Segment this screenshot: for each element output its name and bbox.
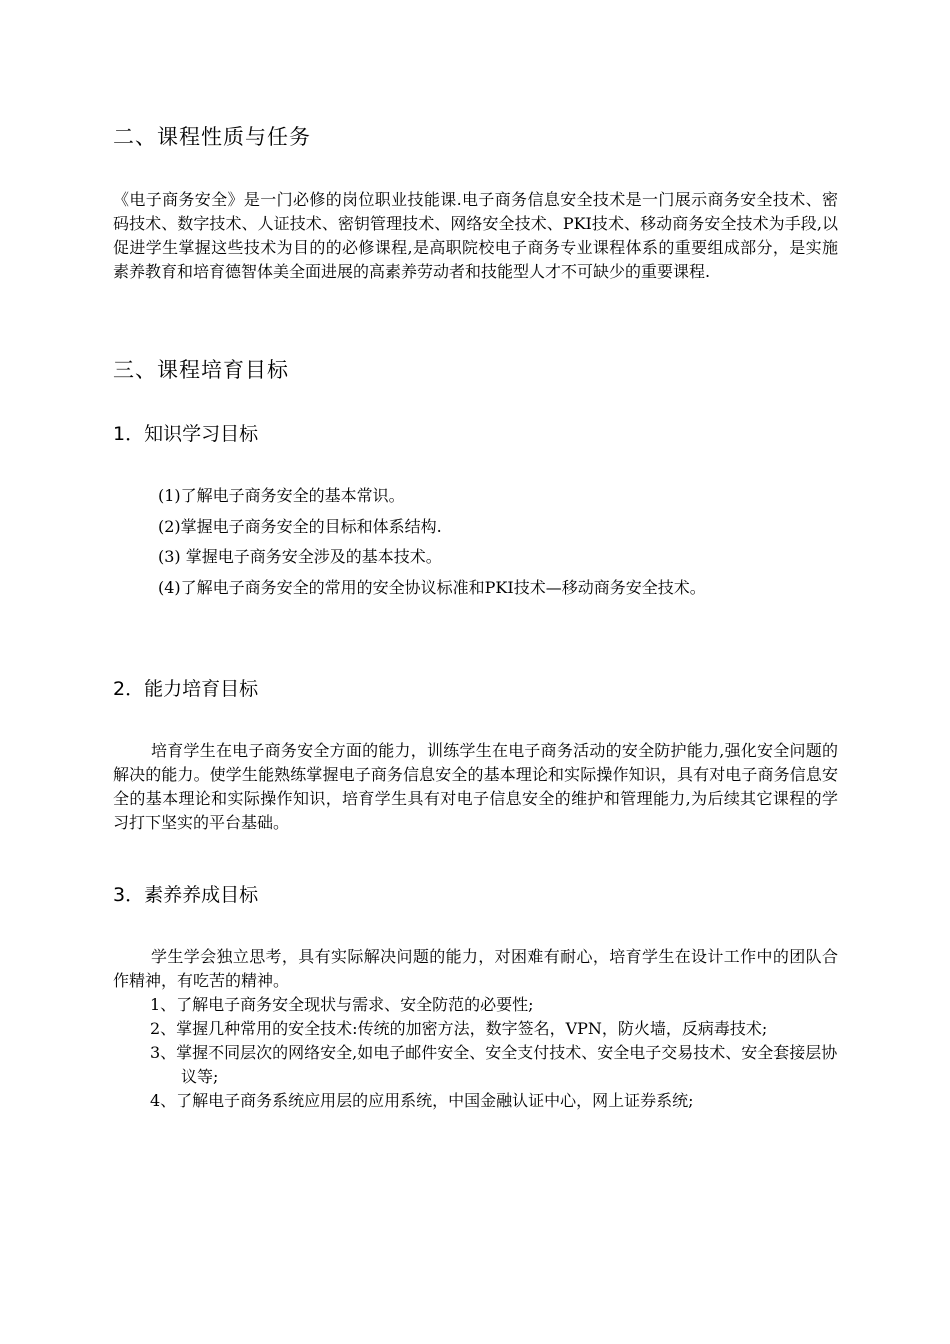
list-item: (2)掌握电子商务安全的目标和体系结构. <box>158 516 442 536</box>
subheading-literacy-goals: 3．素养养成目标 <box>113 884 259 906</box>
list-item: 2、掌握几种常用的安全技术:传统的加密方法，数字签名，VPN，防火墙，反病毒技术; <box>150 1019 768 1038</box>
list-item: 4、了解电子商务系统应用层的应用系统，中国金融认证中心，网上证券系统; <box>150 1091 694 1110</box>
knowledge-goals-list <box>158 481 838 603</box>
literacy-goals-paragraph: 学生学会独立思考，具有实际解决问题的能力，对困难有耐心，培育学生在设计工作中的团队合作精神，有吃苦的精神。 <box>113 947 838 990</box>
literacy-goals-list <box>150 993 840 1113</box>
list-item: (4)了解电子商务安全的常用的安全协议标准和PKI技术—移动商务安全技术。 <box>158 577 706 597</box>
list-item: 3、掌握不同层次的网络安全,如电子邮件安全、安全支付技术、安全电子交易技术、安全套接层协议等; <box>150 1043 838 1086</box>
subheading-knowledge-goals: 1．知识学习目标 <box>113 423 259 445</box>
list-item: 1、了解电子商务安全现状与需求、安全防范的必要性; <box>150 995 534 1014</box>
subheading-ability-goals: 2．能力培育目标 <box>113 678 259 700</box>
list-item: (1)了解电子商务安全的基本常识。 <box>158 486 405 505</box>
section-heading-course-nature: 二、课程性质与任务 <box>113 125 311 149</box>
course-nature-paragraph: 《电子商务安全》是一门必修的岗位职业技能课.电子商务信息安全技术是一门展示商务安全技术、密码技术、数字技术、人证技术、密钥管理技术、网络安全技术、PKI技术、移动商务安全技术为手段,以促进学生掌握这些技术为目的的必修课程,是高职院校电子商务专业课程体系的重要组成部分，是实施素养教育和培育德智体美全面进展的高素养劳动者和技能型人才不可缺少的重要课程. <box>113 190 838 281</box>
section-heading-training-goals: 三、课程培育目标 <box>113 358 289 382</box>
ability-goals-paragraph: 培育学生在电子商务安全方面的能力，训练学生在电子商务活动的安全防护能力,强化安全问题的解决的能力。使学生能熟练掌握电子商务信息安全的基本理论和实际操作知识，具有对电子商务信息安全的基本理论和实际操作知识，培育学生具有对电子信息安全的维护和管理能力,为后续其它课程的学习打下坚实的平台基础。 <box>113 741 838 832</box>
list-item: (3) 掌握电子商务安全涉及的基本技术。 <box>158 547 442 566</box>
